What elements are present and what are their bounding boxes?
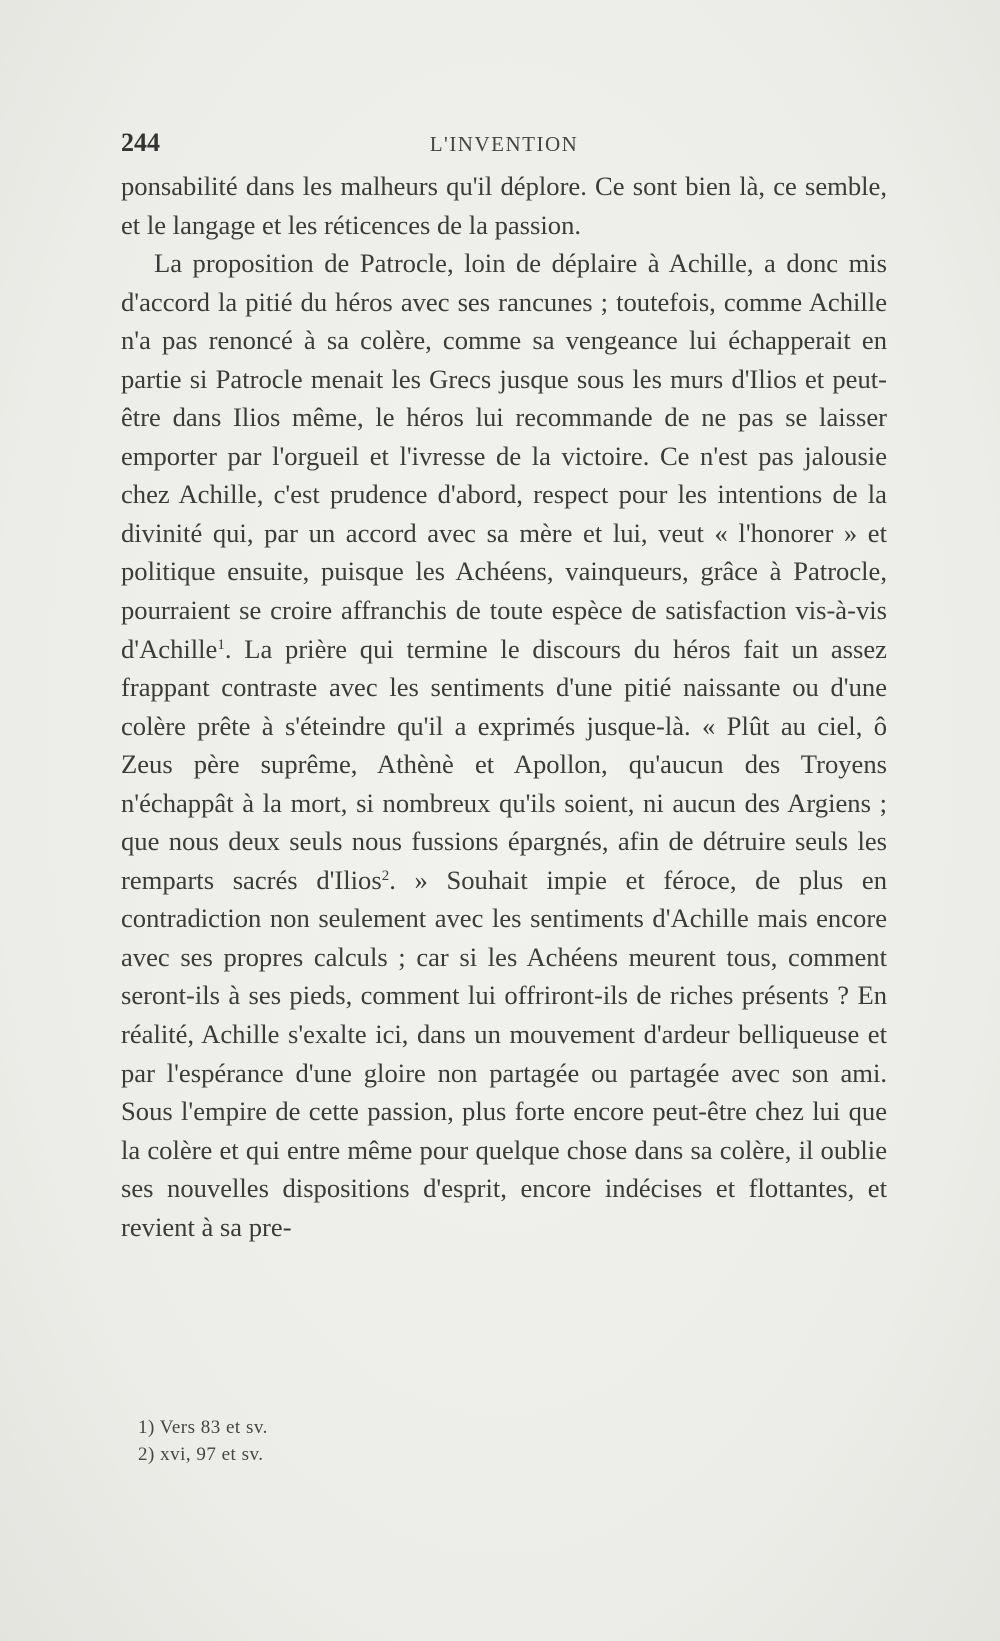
page-number: 244: [121, 128, 160, 157]
footnote-ref-1: 1: [217, 636, 225, 653]
paragraph-2-text-b: . La prière qui termine le discours du héros fait un assez frappant contraste avec les sentiments d'une pitié naissante ou d'une colère prête à s'éteindre qu'il a exprimés jusque-là. « Plût au ciel, ô Zeus père suprême, Athènè et Apollon, qu'aucun des Troyens n'échappât à la mort, si nombreux qu'ils soient, ni aucun des Argiens ; que nous deux seuls nous fussions épargnés, afin de détruire seuls les remparts sacrés d'Ilios: [121, 633, 887, 895]
body-text: [121, 167, 887, 1246]
page-header: [121, 128, 887, 160]
paragraph-2-text-a: La proposition de Patrocle, loin de déplaire à Achille, a donc mis d'accord la pitié du héros avec ses rancunes ; toutefois, comme Achille n'a pas renoncé à sa colère, comme sa vengeance lui échapperait en partie si Patrocle menait les Grecs jusque sous les murs d'Ilios et peut-être dans Ilios même, le héros lui recommande de ne pas se laisser emporter par l'orgueil et l'ivresse de la victoire. Ce n'est pas jalousie chez Achille, c'est prudence d'abord, respect pour les intentions de la divinité qui, par un accord avec sa mère et lui, veut « l'honorer » et politique ensuite, puisque les Achéens, vainqueurs, grâce à Patrocle, pourraient se croire affranchis de toute espèce de satisfaction vis-à-vis d'Achille: [121, 248, 887, 664]
paragraph-1: ponsabilité dans les malheurs qu'il déplore. Ce sont bien là, ce semble, et le langage et les réticences de la passion.: [121, 171, 887, 240]
footnotes: [138, 1414, 738, 1468]
paragraph-2: [121, 244, 887, 1246]
footnote-ref-2: 2: [381, 867, 390, 884]
footnote-2: 2) xvi, 97 et sv.: [138, 1444, 264, 1465]
footnote-1: 1) Vers 83 et sv.: [138, 1417, 268, 1438]
running-head: L'INVENTION: [429, 132, 579, 156]
paragraph-2-text-c: . » Souhait impie et féroce, de plus en contradiction non seulement avec les sentiments d'Achille mais encore avec ses propres calculs ; car si les Achéens meurent tous, comment seront-ils à ses pieds, comment lui offriront-ils de riches présents ? En réalité, Achille s'exalte ici, dans un mouvement d'ardeur belliqueuse et par l'espérance d'une gloire non partagée ou partagée avec son ami. Sous l'empire de cette passion, plus forte encore peut-être chez lui que la colère et qui entre même pour quelque chose dans sa colère, il oublie ses nouvelles dispositions d'esprit, encore indécises et flottantes, et revient à sa pre-: [121, 864, 887, 1242]
